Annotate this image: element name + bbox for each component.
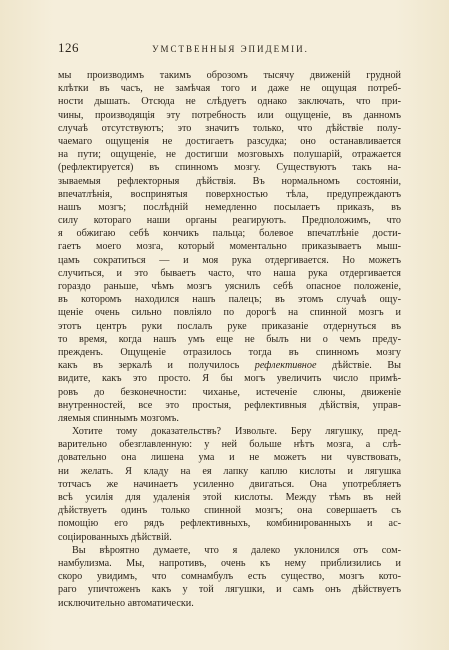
running-title: УМСТВЕННЫЯ ЭПИДЕМІИ. xyxy=(152,44,309,54)
text-line: чаемаго ощущенія не достигаетъ разсудка; оно останавливается xyxy=(58,135,401,147)
text-line: зываемыя рефлекторныя дѣйствія. Въ нормальномъ состояніи, xyxy=(58,175,401,187)
paragraph-1 xyxy=(58,69,401,359)
text-line: этотъ центръ руки послалъ руке приказаніе отдернуться въ xyxy=(58,320,401,332)
text-line: (рефлектируется) въ спинномъ мозгу. Существуютъ такъ на- xyxy=(58,162,401,174)
text-line: гаетъ моего мозга, который моментально приказываетъ мыш- xyxy=(58,241,401,253)
text-line: всѣ усилія для удаленія этой кислоты. Между тѣмъ въ ней xyxy=(58,492,401,503)
text-line: цамъ сократиться — и моя рука отдергивается. Но можетъ xyxy=(58,254,401,266)
text-line: тотчасъ же начинаетъ усиленно двигаться. Она употребляетъ xyxy=(58,478,401,490)
text-line: щеніе очень сильно повліяло по дорогѣ на спинной мозгъ и xyxy=(58,307,401,319)
text-line: соціированныхъ дѣйствій. xyxy=(58,531,172,543)
text-line: я обжигаю себѣ кончикъ пальца; болевое впечатлѣніе дости- xyxy=(58,228,401,240)
text-line: помощію его рядъ рефлективныхъ, комбинированныхъ и ас- xyxy=(58,518,401,530)
page-header xyxy=(58,40,401,57)
text-line: ровъ до безконечности: чиханье, истеченіе слюны, движеніе xyxy=(58,386,401,398)
text-line: случаѣ отсутствуютъ; это значитъ только, что дѣйствіе полу- xyxy=(58,122,401,134)
text-line: намбулизма. Мы, напротивъ, очень къ нему приблизились и xyxy=(58,557,401,569)
text-line: скоро увидимъ, что сомнамбулъ есть существо, мозгъ кото- xyxy=(58,571,401,583)
text-line: нашъ мозгъ; послѣдній немедленно посылаетъ приказъ, въ xyxy=(58,201,401,213)
text-line: ни желать. Я кладу на ея лапку каплю кислоты и лягушка xyxy=(58,465,401,477)
text-line: Хотите тому доказательствъ? Извольте. Беру лягушку, пред- xyxy=(72,426,401,438)
text-line: какъ въ зеркалѣ и получилось рефлективное дѣйствіе. Вы xyxy=(58,360,401,372)
text-line: въ которомъ находился нашъ палецъ; въ этомъ случаѣ ощу- xyxy=(58,294,401,306)
text-line: чины, производящія эту потребность или ощущеніе, въ данномъ xyxy=(58,109,401,121)
paragraph-2 xyxy=(58,425,401,544)
text-line: Вы вѣроятно думаете, что я далеко уклонился отъ сом- xyxy=(72,544,401,556)
text-line: мы производимъ такимъ оброзомъ тысячу движеній грудной xyxy=(58,70,401,81)
text-line: на пути; ощущеніе, не достигши мозговыхъ полушарій, отражается xyxy=(58,149,401,161)
text-line: довательно она лишена ума и не можетъ ни чувствовать, xyxy=(58,452,401,464)
text-line: внутренностей, все это простыя, рефлективныя дѣйствія, управ- xyxy=(58,399,401,411)
text-line: ляемыя спиннымъ мозгомъ. xyxy=(58,412,179,424)
text-line: гораздо раньше, чѣмъ мозгъ уяснилъ себѣ опасное положеніе, xyxy=(58,281,401,292)
text-line: ности дышать. Отсюда не слѣдуетъ однако заключать, что при- xyxy=(58,96,401,108)
text-line: видите, какъ это просто. Я бы могъ увеличить число примѣ- xyxy=(58,373,401,385)
text-line: силу котораго наши органы реагируютъ. Предположимъ, что xyxy=(58,215,401,227)
text-line: прежденъ. Ощущеніе отразилось тогда въ спинномъ мозгу xyxy=(58,346,401,358)
text-line: варительно обезглавленную: у ней больше нѣтъ мозга, а слѣ- xyxy=(58,439,401,451)
emphasized-word: рефлективное xyxy=(254,360,317,372)
text-line: то время, когда нашъ умъ еще не былъ ни о чемъ преду- xyxy=(58,333,401,345)
text-line: впечатлѣнія, воспринятыя поверхностью тѣла, предупреждаютъ xyxy=(58,188,401,200)
paragraph-3 xyxy=(58,544,401,610)
text-line: клѣтки въ часъ, не замѣчая того и даже не ощущая потреб- xyxy=(58,83,401,95)
paragraph-1-end xyxy=(58,372,401,425)
text-line: случиться, и это бываетъ часто, что наша рука отдергивается xyxy=(58,267,401,279)
text-line: раго упичтоженъ какъ у той лягушки, и самъ онъ дѣйствуетъ xyxy=(58,584,401,596)
page-number: 126 xyxy=(58,40,79,55)
text-line: дѣйствуетъ одинъ только спинной мозгъ; она совершаетъ съ xyxy=(58,505,401,517)
body-text xyxy=(58,69,401,610)
text-line: исключительно автоматически. xyxy=(58,597,194,609)
